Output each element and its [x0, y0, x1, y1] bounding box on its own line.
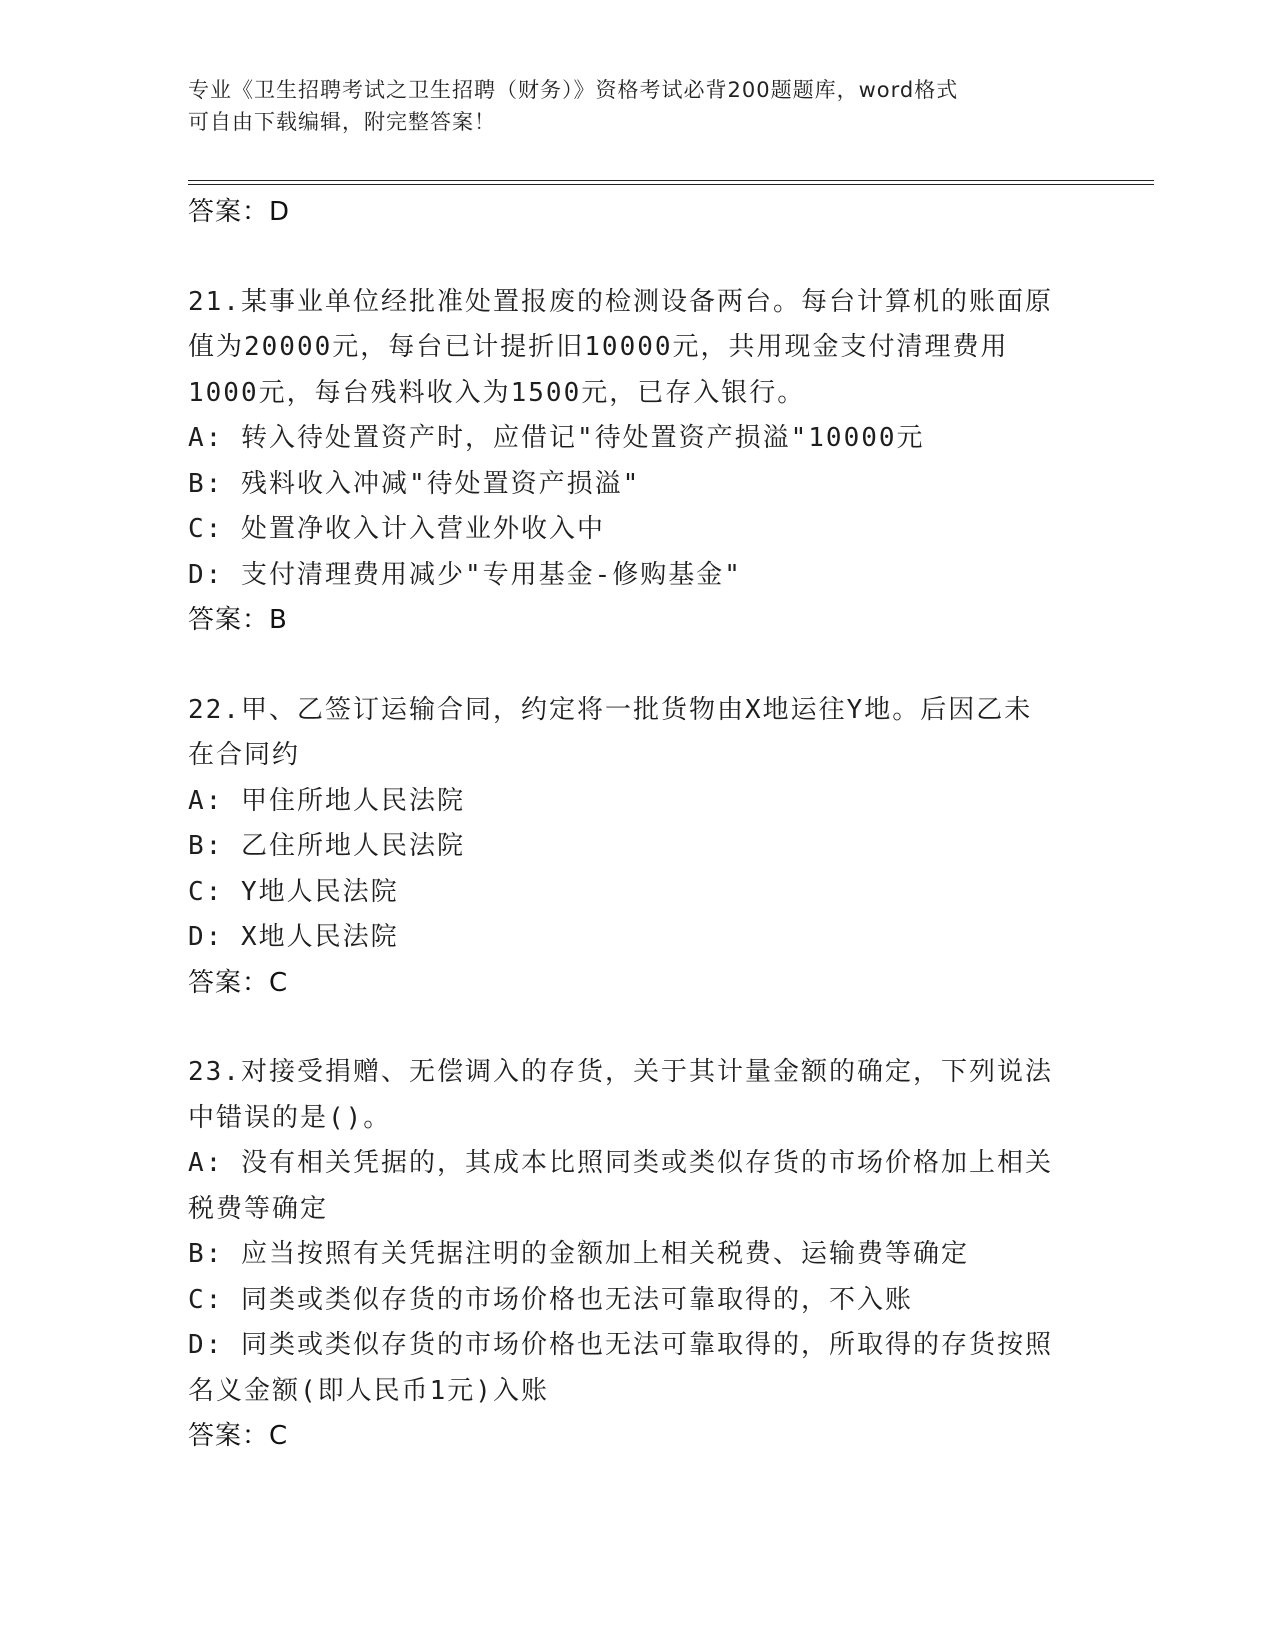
header-rule-bottom [188, 184, 1154, 185]
question-block-21 [188, 280, 1088, 644]
option-b: B: 残料收入冲减"待处置资产损溢" [188, 468, 641, 499]
spacer [188, 1006, 1088, 1050]
answer-line: 答案：B [188, 605, 288, 635]
option-d: D: 支付清理费用减少"专用基金-修购基金" [188, 559, 742, 590]
spacer [188, 236, 1088, 280]
question-block-22 [188, 688, 1088, 1007]
question-text-line: 中错误的是()。 [188, 1102, 392, 1133]
option-d: D: 同类或类似存货的市场价格也无法可靠取得的，所取得的存货按照 [188, 1330, 1053, 1360]
option-a: A: 甲住所地人民法院 [188, 785, 465, 816]
option-a: A: 转入待处置资产时，应借记"待处置资产损溢"10000元 [188, 423, 925, 453]
option-c: C: 同类或类似存货的市场价格也无法可靠取得的，不入账 [188, 1284, 913, 1315]
question-text-line: 1000元，每台残料收入为1500元，已存入银行。 [188, 377, 806, 408]
option-c: C: Y地人民法院 [188, 876, 399, 907]
answer-line: 答案：C [188, 967, 289, 998]
question-block-20-answer [188, 190, 1088, 236]
spacer [188, 644, 1088, 688]
option-a-continuation: 税费等确定 [188, 1193, 329, 1224]
header-line-1: 专业《卫生招聘考试之卫生招聘（财务）》资格考试必背200题题库，word格式 [188, 78, 959, 102]
question-text-line: 23.对接受捐赠、无偿调入的存货，关于其计量金额的确定，下列说法 [188, 1057, 1053, 1087]
option-b: B: 应当按照有关凭据注明的金额加上相关税费、运输费等确定 [188, 1239, 969, 1269]
answer-line: 答案：D [188, 197, 291, 227]
option-a: A: 没有相关凭据的，其成本比照同类或类似存货的市场价格加上相关 [188, 1148, 1053, 1178]
header-line-2: 可自由下载编辑，附完整答案！ [188, 110, 496, 134]
question-text-line: 22.甲、乙签订运输合同，约定将一批货物由X地运往Y地。后因乙未 [188, 694, 1033, 725]
question-text-line: 在合同约 [188, 740, 301, 770]
option-c: C: 处置净收入计入营业外收入中 [188, 514, 605, 544]
option-d: D: X地人民法院 [188, 922, 399, 952]
option-d-continuation: 名义金额(即人民币1元)入账 [188, 1375, 549, 1406]
question-text-line: 21.某事业单位经批准处置报废的检测设备两台。每台计算机的账面原 [188, 286, 1053, 317]
answer-line: 答案：C [188, 1421, 289, 1451]
option-b: B: 乙住所地人民法院 [188, 831, 465, 861]
question-block-23 [188, 1050, 1088, 1460]
question-text-line: 值为20000元，每台已计提折旧10000元，共用现金支付清理费用 [188, 332, 1009, 362]
question-list [188, 190, 1088, 1460]
document-header [188, 74, 1068, 138]
header-rule-top [188, 180, 1154, 181]
